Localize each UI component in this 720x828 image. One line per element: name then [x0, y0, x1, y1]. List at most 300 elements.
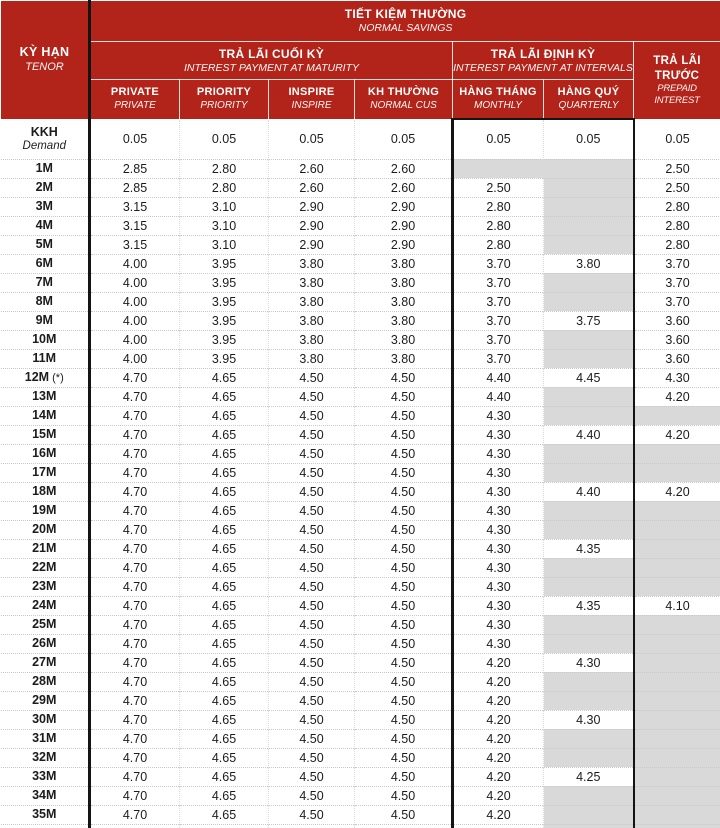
rate-cell: 4.50: [355, 596, 453, 615]
rate-cell: 4.30: [453, 615, 544, 634]
table-row: [1, 786, 720, 805]
table-row: [1, 672, 720, 691]
rate-cell-unavailable: [544, 349, 634, 368]
rate-cell: 3.80: [269, 330, 355, 349]
group-header-intervals: [453, 42, 634, 80]
rate-cell: 4.70: [90, 577, 180, 596]
rate-cell-unavailable: [544, 691, 634, 710]
tenor-label: 10M: [32, 332, 56, 346]
tenor-cell: [1, 634, 90, 653]
rate-cell: 4.50: [355, 368, 453, 387]
rate-cell: 0.05: [90, 119, 180, 159]
rate-cell: 4.70: [90, 539, 180, 558]
rate-cell: 2.80: [180, 178, 269, 197]
rate-cell: 3.80: [269, 273, 355, 292]
rate-cell: 4.30: [544, 710, 634, 729]
tenor-label: 13M: [32, 389, 56, 403]
rate-cell: 0.05: [634, 119, 720, 159]
table-row: [1, 292, 720, 311]
rate-cell: 2.90: [355, 197, 453, 216]
rate-cell: 4.50: [355, 482, 453, 501]
tenor-label-vi: KỲ HẠN: [1, 45, 88, 61]
rate-cell: 4.50: [355, 577, 453, 596]
tenor-label: 29M: [32, 693, 56, 707]
rate-cell: 4.50: [269, 425, 355, 444]
rate-cell: 2.60: [269, 178, 355, 197]
rate-cell: 4.70: [90, 634, 180, 653]
rate-cell-unavailable: [544, 159, 634, 178]
tenor-cell: [1, 330, 90, 349]
rate-cell-unavailable: [634, 615, 720, 634]
rate-cell-unavailable: [544, 672, 634, 691]
rates-table-body: [1, 119, 720, 828]
rate-cell: 2.80: [453, 216, 544, 235]
rate-cell: 4.20: [453, 729, 544, 748]
rate-cell-unavailable: [634, 710, 720, 729]
table-row: [1, 634, 720, 653]
rate-cell: 4.50: [269, 805, 355, 824]
rate-cell: 2.80: [453, 197, 544, 216]
tenor-cell: [1, 577, 90, 596]
rate-cell: 4.65: [180, 482, 269, 501]
rate-cell: 4.20: [453, 786, 544, 805]
rate-cell: 4.50: [355, 767, 453, 786]
rate-cell-unavailable: [634, 577, 720, 596]
rate-cell-unavailable: [544, 444, 634, 463]
rate-cell: 3.10: [180, 197, 269, 216]
rate-cell: 4.70: [90, 558, 180, 577]
rate-cell: 3.60: [634, 330, 720, 349]
column-header-private: PRIVATE PRIVATE: [90, 80, 180, 120]
rate-cell: 4.50: [269, 710, 355, 729]
tenor-label: 35M: [32, 807, 56, 821]
rate-cell: 4.50: [269, 463, 355, 482]
group-prepaid-vi: TRẢ LÃI TRƯỚC: [634, 54, 720, 83]
rate-cell: 4.25: [544, 767, 634, 786]
rate-cell: 4.65: [180, 444, 269, 463]
rate-cell: 4.50: [269, 406, 355, 425]
rate-cell: 4.70: [90, 805, 180, 824]
table-title: [90, 1, 720, 42]
tenor-cell: [1, 425, 90, 444]
rate-cell: 4.65: [180, 672, 269, 691]
table-row: [1, 406, 720, 425]
group-maturity-vi: TRẢ LÃI CUỐI KỲ: [91, 47, 452, 62]
rate-cell: 4.30: [453, 482, 544, 501]
rate-cell-unavailable: [544, 216, 634, 235]
rate-cell: 4.65: [180, 691, 269, 710]
rate-cell: 3.70: [453, 330, 544, 349]
rate-cell-unavailable: [634, 406, 720, 425]
tenor-cell: [1, 235, 90, 254]
rate-cell-unavailable: [634, 786, 720, 805]
tenor-cell: [1, 159, 90, 178]
tenor-label: 23M: [32, 579, 56, 593]
rate-cell-unavailable: [634, 729, 720, 748]
rate-cell: 4.00: [90, 273, 180, 292]
tenor-label: 16M: [32, 446, 56, 460]
rate-cell-unavailable: [634, 653, 720, 672]
rate-cell-unavailable: [634, 501, 720, 520]
group-prepaid-en: PREPAID INTEREST: [634, 83, 720, 106]
rate-cell: 3.15: [90, 197, 180, 216]
rate-cell: 4.65: [180, 368, 269, 387]
rate-cell-unavailable: [544, 520, 634, 539]
table-row: [1, 425, 720, 444]
rate-cell: 4.50: [269, 767, 355, 786]
tenor-label: 1M: [36, 161, 53, 175]
rate-cell: 4.65: [180, 577, 269, 596]
rate-cell: 4.70: [90, 748, 180, 767]
tenor-label: 18M: [32, 484, 56, 498]
rate-cell: 2.80: [634, 216, 720, 235]
rate-cell: 2.80: [634, 197, 720, 216]
partial-cell: [90, 824, 180, 828]
rate-cell: 0.05: [544, 119, 634, 159]
rate-cell: 4.65: [180, 748, 269, 767]
rate-cell: 4.00: [90, 311, 180, 330]
rate-cell: 2.60: [355, 178, 453, 197]
table-row: [1, 729, 720, 748]
rate-cell: 2.90: [355, 235, 453, 254]
tenor-cell: [1, 178, 90, 197]
table-row: [1, 710, 720, 729]
rate-cell: 4.50: [355, 805, 453, 824]
tenor-cell: [1, 197, 90, 216]
rate-cell-unavailable: [544, 406, 634, 425]
rate-cell-unavailable: [544, 235, 634, 254]
tenor-label: 24M: [32, 598, 56, 612]
tenor-label: 17M: [32, 465, 56, 479]
rate-cell: 4.30: [453, 558, 544, 577]
rate-cell: 4.20: [634, 387, 720, 406]
rate-cell: 4.50: [269, 729, 355, 748]
rate-cell-unavailable: [634, 520, 720, 539]
rate-cell-unavailable: [544, 729, 634, 748]
rate-cell: 2.60: [269, 159, 355, 178]
rate-cell: 4.70: [90, 425, 180, 444]
rate-cell: 3.95: [180, 292, 269, 311]
rate-cell: 4.50: [269, 387, 355, 406]
rate-cell: 4.70: [90, 368, 180, 387]
tenor-cell: [1, 349, 90, 368]
table-row: [1, 119, 720, 159]
tenor-cell: [1, 729, 90, 748]
table-row: [1, 615, 720, 634]
rate-cell: 4.50: [269, 786, 355, 805]
rate-cell: 4.30: [453, 501, 544, 520]
table-row: [1, 482, 720, 501]
rate-cell: 4.30: [453, 425, 544, 444]
rate-cell-unavailable: [544, 273, 634, 292]
column-header-priority: PRIORITY PRIORITY: [180, 80, 269, 120]
rate-cell: 2.90: [269, 197, 355, 216]
rate-cell: 4.50: [269, 558, 355, 577]
table-row: [1, 178, 720, 197]
rate-cell-unavailable: [544, 197, 634, 216]
table-row: [1, 596, 720, 615]
tenor-label: 12M: [25, 370, 49, 384]
rate-cell-unavailable: [544, 577, 634, 596]
rate-cell: 4.50: [355, 710, 453, 729]
table-row: [1, 311, 720, 330]
rate-cell: 3.80: [544, 254, 634, 273]
rate-cell: 4.50: [355, 463, 453, 482]
rate-cell: 4.50: [269, 482, 355, 501]
rate-cell: 4.50: [355, 539, 453, 558]
table-row: [1, 444, 720, 463]
tenor-label: 6M: [36, 256, 53, 270]
rate-cell: 4.70: [90, 444, 180, 463]
rate-cell: 4.50: [269, 596, 355, 615]
rate-cell: 4.50: [269, 501, 355, 520]
rate-cell: 4.30: [453, 406, 544, 425]
rate-cell-unavailable: [634, 444, 720, 463]
rate-cell-unavailable: [544, 805, 634, 824]
rate-cell: 4.20: [634, 425, 720, 444]
rate-cell: 4.50: [355, 786, 453, 805]
rate-cell-unavailable: [544, 748, 634, 767]
tenor-cell: [1, 539, 90, 558]
rate-cell: 4.50: [269, 577, 355, 596]
rate-cell-unavailable: [634, 767, 720, 786]
rate-cell: 4.70: [90, 710, 180, 729]
table-title-vi: TIẾT KIỆM THƯỜNG: [91, 7, 720, 22]
rate-cell: 4.65: [180, 406, 269, 425]
partial-cell: [1, 824, 90, 828]
tenor-cell: [1, 710, 90, 729]
rate-cell: 4.70: [90, 615, 180, 634]
rate-cell: 3.80: [269, 311, 355, 330]
rate-cell: 0.05: [180, 119, 269, 159]
tenor-label: 20M: [32, 522, 56, 536]
tenor-column-header: [1, 1, 90, 120]
rate-cell: 4.20: [453, 748, 544, 767]
rate-cell: 4.50: [355, 387, 453, 406]
table-row: [1, 767, 720, 786]
rate-cell: 3.75: [544, 311, 634, 330]
table-row: [1, 805, 720, 824]
rate-cell: 2.85: [90, 159, 180, 178]
tenor-cell: [1, 463, 90, 482]
rate-cell: 4.70: [90, 501, 180, 520]
rate-cell: 4.50: [269, 748, 355, 767]
tenor-label: 26M: [32, 636, 56, 650]
rate-cell: 4.70: [90, 653, 180, 672]
tenor-cell: [1, 786, 90, 805]
group-header-prepaid: [634, 42, 720, 120]
tenor-cell: [1, 520, 90, 539]
rate-cell: 4.70: [90, 729, 180, 748]
rate-cell: 4.65: [180, 501, 269, 520]
table-row: [1, 254, 720, 273]
rate-cell: 3.60: [634, 311, 720, 330]
rate-cell: 4.65: [180, 387, 269, 406]
rate-cell: 4.70: [90, 482, 180, 501]
table-row: [1, 197, 720, 216]
rate-cell: 4.50: [355, 501, 453, 520]
rate-cell: 4.30: [453, 577, 544, 596]
rate-cell: 3.80: [355, 349, 453, 368]
tenor-label-en: TENOR: [1, 61, 88, 74]
rate-cell: 2.80: [180, 159, 269, 178]
tenor-label: 19M: [32, 503, 56, 517]
tenor-label: 33M: [32, 769, 56, 783]
rate-cell: 3.15: [90, 216, 180, 235]
rate-cell: 3.80: [355, 311, 453, 330]
rate-cell: 4.50: [355, 520, 453, 539]
rate-cell-unavailable: [544, 615, 634, 634]
rate-cell: 3.10: [180, 235, 269, 254]
rate-cell: 4.30: [453, 463, 544, 482]
tenor-cell: [1, 691, 90, 710]
tenor-label: 3M: [36, 199, 53, 213]
rate-cell: 4.00: [90, 330, 180, 349]
rate-cell: 4.20: [453, 767, 544, 786]
rate-cell: 4.50: [269, 539, 355, 558]
partial-row: [1, 824, 720, 828]
rate-cell: 4.50: [355, 634, 453, 653]
table-row: [1, 539, 720, 558]
rate-cell: 3.95: [180, 349, 269, 368]
rate-cell: 4.40: [453, 368, 544, 387]
rate-cell: 3.70: [453, 273, 544, 292]
tenor-label: 25M: [32, 617, 56, 631]
rate-cell: 3.80: [355, 292, 453, 311]
rate-cell: 4.35: [544, 596, 634, 615]
tenor-cell: [1, 596, 90, 615]
rate-cell: 4.35: [544, 539, 634, 558]
tenor-label: 30M: [32, 712, 56, 726]
rate-cell-unavailable: [544, 501, 634, 520]
tenor-cell: [1, 368, 90, 387]
rate-cell: 4.30: [453, 539, 544, 558]
rate-cell: 4.50: [355, 748, 453, 767]
rate-cell-unavailable: [544, 634, 634, 653]
rate-cell: 2.50: [634, 159, 720, 178]
rate-cell: 4.30: [453, 444, 544, 463]
rate-cell: 4.50: [269, 615, 355, 634]
tenor-label: 4M: [36, 218, 53, 232]
rate-cell: 4.20: [453, 672, 544, 691]
tenor-cell: [1, 558, 90, 577]
tenor-label: 14M: [32, 408, 56, 422]
rate-cell: 4.30: [453, 520, 544, 539]
tenor-cell: [1, 444, 90, 463]
partial-cell: [634, 824, 720, 828]
tenor-label: 21M: [32, 541, 56, 555]
rate-cell: 3.70: [453, 349, 544, 368]
table-row: [1, 368, 720, 387]
rate-cell: 4.50: [355, 691, 453, 710]
rate-cell-unavailable: [634, 539, 720, 558]
table-row: [1, 501, 720, 520]
table-title-en: NORMAL SAVINGS: [91, 22, 720, 35]
column-header-monthly: HÀNG THÁNG MONTHLY: [453, 80, 544, 120]
rate-cell: 2.85: [90, 178, 180, 197]
rate-cell: 4.50: [269, 520, 355, 539]
rate-cell: 4.65: [180, 596, 269, 615]
rate-cell: 3.80: [269, 254, 355, 273]
rate-cell: 4.65: [180, 425, 269, 444]
tenor-cell: [1, 119, 90, 159]
rate-cell: 2.80: [634, 235, 720, 254]
rate-cell: 3.70: [453, 292, 544, 311]
rate-cell: 4.40: [544, 425, 634, 444]
rate-cell: 4.00: [90, 254, 180, 273]
rate-cell: 4.50: [355, 558, 453, 577]
table-row: [1, 349, 720, 368]
rate-cell: 4.65: [180, 729, 269, 748]
table-row: [1, 387, 720, 406]
rate-cell: 4.50: [269, 653, 355, 672]
rate-cell: 4.70: [90, 463, 180, 482]
rate-cell: 3.95: [180, 254, 269, 273]
rate-cell: 4.70: [90, 691, 180, 710]
tenor-cell: [1, 216, 90, 235]
rate-cell: 4.70: [90, 672, 180, 691]
rate-cell: 4.65: [180, 539, 269, 558]
column-header-normal-cus: KH THƯỜNG NORMAL CUS: [355, 80, 453, 120]
tenor-cell: [1, 254, 90, 273]
rate-cell: 3.95: [180, 311, 269, 330]
rate-cell: 4.45: [544, 368, 634, 387]
rate-cell: 3.80: [269, 292, 355, 311]
rate-cell-unavailable: [453, 159, 544, 178]
rate-cell: 4.50: [269, 691, 355, 710]
partial-cell: [269, 824, 355, 828]
table-row: [1, 463, 720, 482]
rate-cell: 4.30: [544, 653, 634, 672]
rate-cell: 2.90: [355, 216, 453, 235]
rate-cell-unavailable: [544, 387, 634, 406]
tenor-label: 2M: [36, 180, 53, 194]
tenor-cell: [1, 292, 90, 311]
rate-cell-unavailable: [634, 691, 720, 710]
rate-cell: 4.50: [355, 615, 453, 634]
rate-cell-unavailable: [544, 330, 634, 349]
rate-cell: 4.50: [355, 406, 453, 425]
rate-cell: 4.65: [180, 767, 269, 786]
rate-cell: 2.90: [269, 235, 355, 254]
rate-cell: 4.65: [180, 634, 269, 653]
table-row: [1, 691, 720, 710]
group-maturity-en: INTEREST PAYMENT AT MATURITY: [91, 62, 452, 75]
column-header-inspire: INSPIRE INSPIRE: [269, 80, 355, 120]
rate-cell: 4.50: [269, 634, 355, 653]
rate-cell-unavailable: [544, 463, 634, 482]
group-intervals-vi: TRẢ LÃI ĐỊNH KỲ: [453, 47, 633, 62]
partial-cell: [453, 824, 544, 828]
rate-cell: 4.20: [634, 482, 720, 501]
rate-cell: 4.50: [355, 672, 453, 691]
rate-cell: 3.80: [355, 330, 453, 349]
rate-cell: 4.70: [90, 786, 180, 805]
tenor-cell: [1, 767, 90, 786]
tenor-label: 15M: [32, 427, 56, 441]
tenor-cell: [1, 273, 90, 292]
tenor-label: 31M: [32, 731, 56, 745]
rate-cell: 4.00: [90, 292, 180, 311]
table-header: [1, 1, 720, 120]
partial-cell: [180, 824, 269, 828]
table-row: [1, 748, 720, 767]
rate-cell: 4.20: [453, 691, 544, 710]
rate-cell: 4.20: [453, 805, 544, 824]
rate-cell: 4.65: [180, 520, 269, 539]
rate-cell: 3.95: [180, 330, 269, 349]
rate-cell: 4.65: [180, 558, 269, 577]
